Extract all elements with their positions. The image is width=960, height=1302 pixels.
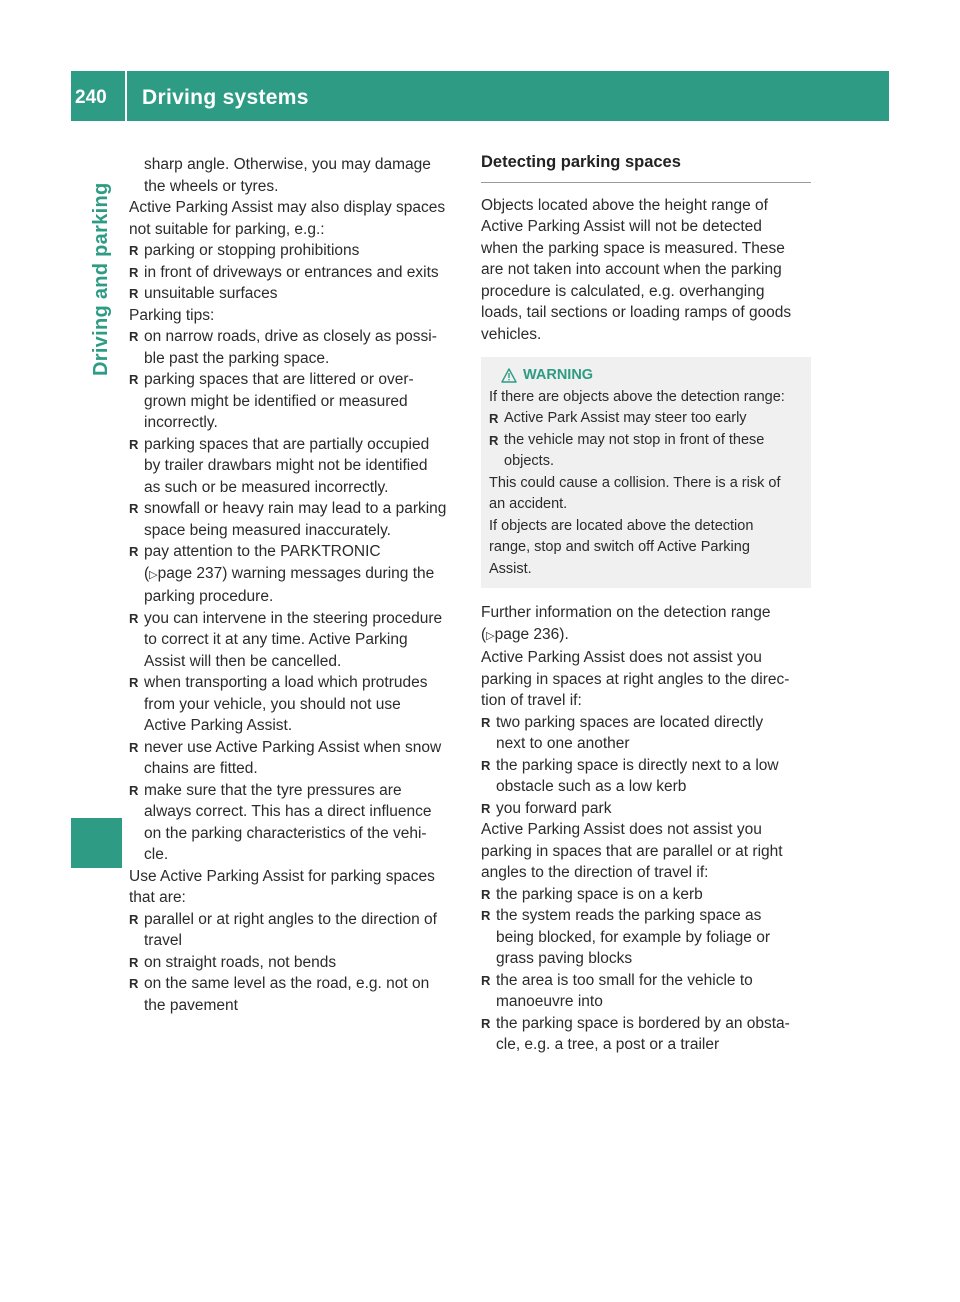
- list-item: [129, 283, 461, 305]
- list-item-text: Active Parking Assist.: [144, 717, 293, 734]
- text-fragment: ) warning messages during the: [222, 564, 435, 582]
- text-line: Active Parking Assist does not assist you: [481, 649, 762, 666]
- text-line: range, stop and switch off Active Parking: [489, 539, 750, 555]
- list-item-text: never use Active Parking Assist when snow: [144, 738, 442, 756]
- list-item: [129, 498, 461, 541]
- bullet-icon: R: [129, 610, 139, 626]
- bullet-icon: R: [481, 972, 491, 988]
- list-item: [129, 909, 461, 952]
- list-item-text: the system reads the parking space as: [496, 907, 762, 924]
- text-line: sharp angle. Otherwise, you may damage: [144, 156, 431, 173]
- list-item-text: grass paving blocks: [496, 950, 633, 967]
- text-line: tion of travel if:: [481, 692, 582, 709]
- chapter-title: Driving systems: [142, 86, 309, 109]
- bullet-icon: R: [489, 432, 499, 448]
- text-line: not suitable for parking, e.g.:: [129, 220, 325, 238]
- list-item-text: pay attention to the PARKTRONIC: [144, 543, 381, 560]
- list-item-text: on the same level as the road, e.g. not on: [144, 975, 430, 992]
- bullet-icon: R: [129, 243, 139, 258]
- bullet-icon: R: [129, 372, 139, 387]
- list-item-text: parking spaces that are littered or over-: [144, 371, 414, 388]
- list-item-text: on narrow roads, drive as closely as possi-: [144, 328, 437, 345]
- list-item: [481, 712, 811, 755]
- text-line: This could cause a collision. There is a risk of: [489, 474, 781, 491]
- bullet-icon: R: [481, 886, 491, 902]
- page-ref-arrow-icon: ▷: [486, 629, 495, 642]
- paren: (: [481, 625, 487, 643]
- text-line: Active Parking Assist does not assist you: [481, 821, 762, 838]
- warning-triangle-icon: [501, 368, 517, 383]
- text-line: are not taken into account when the parking: [481, 261, 782, 278]
- text-line: procedure is calculated, e.g. overhanging: [481, 282, 765, 300]
- text-line: when the parking space is measured. These: [481, 239, 785, 257]
- list-item-text: on straight roads, not bends: [144, 953, 337, 971]
- list-item-text: [144, 563, 461, 587]
- text-line: vehicles.: [481, 325, 542, 343]
- list-item-text: on the parking characteristics of the vehi-: [144, 824, 427, 842]
- list-item-text: obstacle such as a low kerb: [496, 778, 687, 795]
- list-item: [129, 608, 461, 673]
- list-item-text: in front of driveways or entrances and exits: [144, 263, 439, 281]
- list-item-text: by trailer drawbars might not be identified: [144, 457, 428, 474]
- bullet-icon: R: [481, 1015, 491, 1031]
- list-item-text: objects.: [504, 453, 554, 469]
- list-item-text: Assist will then be cancelled.: [144, 652, 342, 670]
- section-heading: Detecting parking spaces: [481, 152, 811, 183]
- list-item-text: when transporting a load which protrudes: [144, 674, 428, 691]
- list-item-text: the parking space is on a kerb: [496, 885, 703, 903]
- text-line: parking in spaces that are parallel or at right: [481, 842, 783, 860]
- parking-tips-heading: Parking tips:: [129, 306, 215, 324]
- text-line: If there are objects above the detection range:: [489, 388, 785, 405]
- bullet-icon: R: [481, 714, 491, 730]
- left-column: [129, 154, 461, 1016]
- text-line: an accident.: [489, 496, 568, 512]
- text-line: parking in spaces at right angles to the direc-: [481, 670, 790, 688]
- list-item: [129, 262, 461, 284]
- list-item-text: you can intervene in the steering procedure: [144, 609, 443, 627]
- list-item-text: you forward park: [496, 799, 612, 817]
- list-item-text: the vehicle may not stop in front of these: [504, 431, 765, 448]
- list-item-text: cle, e.g. a tree, a post or a trailer: [496, 1036, 720, 1053]
- list-item: [489, 430, 803, 473]
- list-item-text: unsuitable surfaces: [144, 285, 278, 302]
- bullet-icon: R: [129, 954, 139, 970]
- bullet-icon: R: [129, 264, 139, 280]
- text-line: Assist.: [489, 560, 532, 577]
- warning-header: [489, 365, 803, 387]
- list-item: [129, 326, 461, 369]
- list-item-text: the parking space is directly next to a low: [496, 756, 779, 774]
- list-item: [129, 240, 461, 262]
- list-item-text: from your vehicle, you should not use: [144, 695, 401, 713]
- text-line: Objects located above the height range of: [481, 196, 768, 214]
- list-item-text: Active Park Assist may steer too early: [504, 410, 747, 426]
- list-item-text: manoeuvre into: [496, 993, 603, 1010]
- bullet-icon: R: [129, 544, 139, 559]
- list-item: [129, 369, 461, 434]
- list-item-text: next to one another: [496, 735, 630, 752]
- list-item: [129, 672, 461, 737]
- bullet-icon: R: [489, 411, 499, 426]
- text-line: Active Parking Assist may also display spaces: [129, 199, 446, 216]
- page-number: 240: [75, 87, 107, 108]
- list-item: [481, 798, 811, 820]
- right-column: [481, 152, 811, 1056]
- paren: (: [144, 564, 150, 582]
- text-line: angles to the direction of travel if:: [481, 864, 709, 881]
- list-item-text: parking procedure.: [144, 588, 274, 605]
- text-line: loads, tail sections or loading ramps of goods: [481, 304, 792, 321]
- list-item-text: grown might be identified or measured: [144, 392, 408, 410]
- warning-title: WARNING: [523, 367, 594, 383]
- page-reference-link[interactable]: page 237: [157, 564, 223, 582]
- bullet-icon: R: [129, 436, 139, 452]
- bullet-icon: R: [129, 675, 139, 690]
- text-line: [481, 624, 811, 648]
- page-ref-arrow-icon: ▷: [149, 568, 158, 581]
- list-item-text: always correct. This has a direct influence: [144, 803, 432, 820]
- list-item: [481, 755, 811, 798]
- list-item: [129, 973, 461, 1016]
- list-item-text: chains are fitted.: [144, 760, 258, 777]
- bullet-icon: R: [129, 782, 139, 798]
- side-chapter-label: Driving and parking: [90, 182, 112, 376]
- bullet-icon: R: [129, 976, 139, 991]
- page-reference-link[interactable]: page 236: [494, 625, 560, 643]
- bullet-icon: R: [129, 739, 139, 755]
- text-line: the wheels or tyres.: [144, 177, 279, 195]
- text-line: Active Parking Assist will not be detected: [481, 218, 762, 235]
- header-divider: [125, 71, 127, 121]
- list-item-text: the parking space is bordered by an obsta-: [496, 1014, 790, 1032]
- bullet-icon: R: [481, 800, 491, 816]
- text-line: If objects are located above the detection: [489, 517, 754, 534]
- list-item-text: space being measured inaccurately.: [144, 521, 391, 539]
- list-item: [129, 541, 461, 608]
- bullet-icon: R: [129, 501, 139, 516]
- list-item-text: incorrectly.: [144, 414, 218, 431]
- list-item-text: cle.: [144, 846, 169, 863]
- list-item-text: being blocked, for example by foliage or: [496, 928, 770, 946]
- list-item-text: ble past the parking space.: [144, 349, 330, 367]
- bullet-icon: R: [129, 286, 139, 301]
- list-item: [481, 1013, 811, 1056]
- continued-text: [129, 154, 461, 197]
- bullet-icon: R: [481, 908, 491, 923]
- bullet-icon: R: [129, 911, 139, 927]
- list-item-text: to correct it at any time. Active Parking: [144, 631, 408, 648]
- list-item: [481, 905, 811, 970]
- list-item-text: two parking spaces are located directly: [496, 713, 764, 731]
- list-item-text: the pavement: [144, 996, 238, 1014]
- warning-box: [481, 357, 811, 588]
- list-item-text: snowfall or heavy rain may lead to a parking: [144, 500, 447, 517]
- bullet-icon: R: [481, 757, 491, 773]
- list-item: [129, 780, 461, 866]
- list-item: [129, 737, 461, 780]
- list-item: [129, 434, 461, 499]
- text-line: Use Active Parking Assist for parking spaces: [129, 867, 435, 885]
- list-item-text: as such or be measured incorrectly.: [144, 478, 389, 496]
- list-item: [489, 408, 803, 430]
- text-line: Further information on the detection range: [481, 604, 771, 621]
- list-item-text: the area is too small for the vehicle to: [496, 971, 753, 989]
- list-item-text: parallel or at right angles to the direction of: [144, 910, 437, 928]
- list-item-text: parking spaces that are partially occupied: [144, 435, 430, 453]
- list-item: [481, 884, 811, 906]
- bullet-icon: R: [129, 329, 139, 344]
- list-item-text: travel: [144, 932, 182, 949]
- text-line: that are:: [129, 889, 186, 906]
- list-item-text: make sure that the tyre pressures are: [144, 781, 402, 799]
- list-item-text: parking or stopping prohibitions: [144, 242, 360, 259]
- side-tab-marker: [71, 818, 122, 868]
- text-fragment: ).: [559, 625, 569, 643]
- list-item: [481, 970, 811, 1013]
- list-item: [129, 952, 461, 974]
